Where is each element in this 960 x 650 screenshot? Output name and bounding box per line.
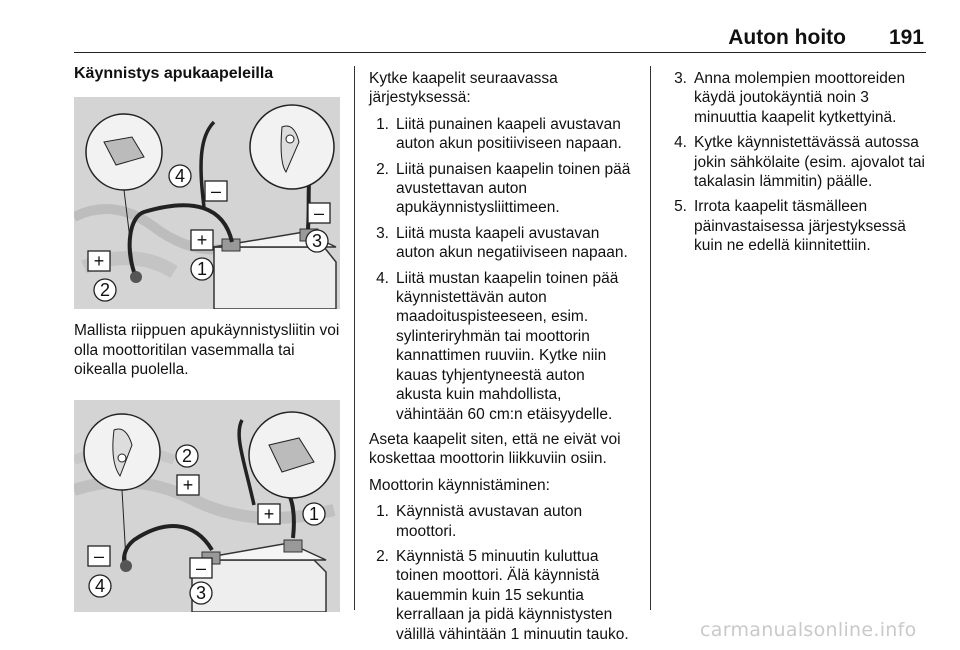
page-number: 191 bbox=[888, 26, 924, 49]
watermark: carmanualsonline.info bbox=[700, 619, 917, 641]
column-middle bbox=[369, 69, 631, 650]
figure2-label-1: 1 bbox=[308, 503, 320, 524]
continue-steps-list bbox=[667, 69, 929, 256]
section-title: Käynnistys apukaapeleilla bbox=[74, 65, 274, 82]
engine-start-title: Moottorin käynnistäminen: bbox=[369, 476, 550, 494]
list-item: 1. Käynnistä avustavan auton moottori. bbox=[376, 503, 583, 540]
cable-placement-note: Aseta kaapelit siten, että ne eivät voi koskettaa moottorin liikkuviin osiin. bbox=[369, 430, 621, 468]
figure1-label-1: 1 bbox=[196, 259, 208, 280]
figure1-label-3: 3 bbox=[311, 231, 323, 252]
figure2-label-2: 2 bbox=[181, 445, 193, 466]
header-title: Auton hoito bbox=[728, 26, 846, 49]
figure2-label-plus-b: + bbox=[263, 503, 275, 524]
column-right bbox=[667, 69, 929, 262]
figure-caption: Mallista riippuen apukäynnistysliitin voi olla moottoritilan vasemmalla tai oikealla puolella. bbox=[74, 322, 340, 379]
figure1-label-2: 2 bbox=[99, 280, 111, 301]
connect-steps-list bbox=[369, 115, 631, 424]
list-item: 3. Liitä musta kaapeli avustavan auton akun negatiiviseen napaan. bbox=[376, 224, 628, 262]
figure1-label-plus-b: + bbox=[93, 251, 105, 272]
figure1-label-minus-a: – bbox=[210, 181, 222, 202]
figure-jump-start-1 bbox=[74, 97, 340, 309]
figure2-label-3: 3 bbox=[195, 582, 207, 603]
figure1-label-plus-a: + bbox=[196, 230, 208, 251]
list-item: 2. Käynnistä 5 minuutin kuluttua toinen moottori. Älä käynnistä kauemmin kuin 15 sekuntia kerrallaan ja pidä käynnistysten välillä vähintään 1 minuutin tauko. bbox=[376, 547, 629, 643]
list-item: 4. Kytke käynnistettävässä autossa jokin sähkölaite (esim. ajovalot tai takalasin lämmitin) päälle. bbox=[674, 134, 925, 191]
list-item: 2. Liitä punaisen kaapelin toinen pää avustettavan auton apukäynnistysliittimeen. bbox=[376, 160, 631, 217]
figure1-label-minus-b: – bbox=[313, 203, 325, 224]
figure2-label-minus-a: – bbox=[93, 545, 105, 566]
start-steps-list bbox=[369, 502, 631, 644]
page-header bbox=[74, 24, 926, 53]
list-item: 4. Liitä mustan kaapelin toinen pää käynnistettävän auton maadoituspisteeseen, esim. sylinteriryhmän tai moottorin kannattimen ruuviin. Kytke niin kauas tyhjentyneestä auton akusta kuin mahdollista, vähintään 60 cm:n etäisyydelle. bbox=[376, 269, 619, 423]
figure2-label-minus-b: – bbox=[195, 557, 207, 578]
connect-intro: Kytke kaapelit seuraavassa järjestyksessä: bbox=[369, 70, 558, 107]
list-item: 1. Liitä punainen kaapeli avustavan auton akun positiiviseen napaan. bbox=[376, 115, 622, 153]
figure-jump-start-2 bbox=[74, 400, 340, 612]
list-item: 3. Anna molempien moottoreiden käydä joutokäyntiä noin 3 minuuttia kaapelit kytkettyinä. bbox=[674, 70, 906, 126]
figure2-label-4: 4 bbox=[94, 575, 106, 596]
column-left bbox=[74, 64, 342, 612]
list-item: 5. Irrota kaapelit täsmälleen päinvastaisessa järjestyksessä kuin ne edellä kiinnitettiin. bbox=[674, 198, 906, 255]
column-divider-1 bbox=[354, 66, 355, 610]
column-divider-2 bbox=[650, 66, 651, 610]
figure2-label-plus-a: + bbox=[182, 474, 194, 495]
figure1-label-4: 4 bbox=[174, 166, 186, 187]
